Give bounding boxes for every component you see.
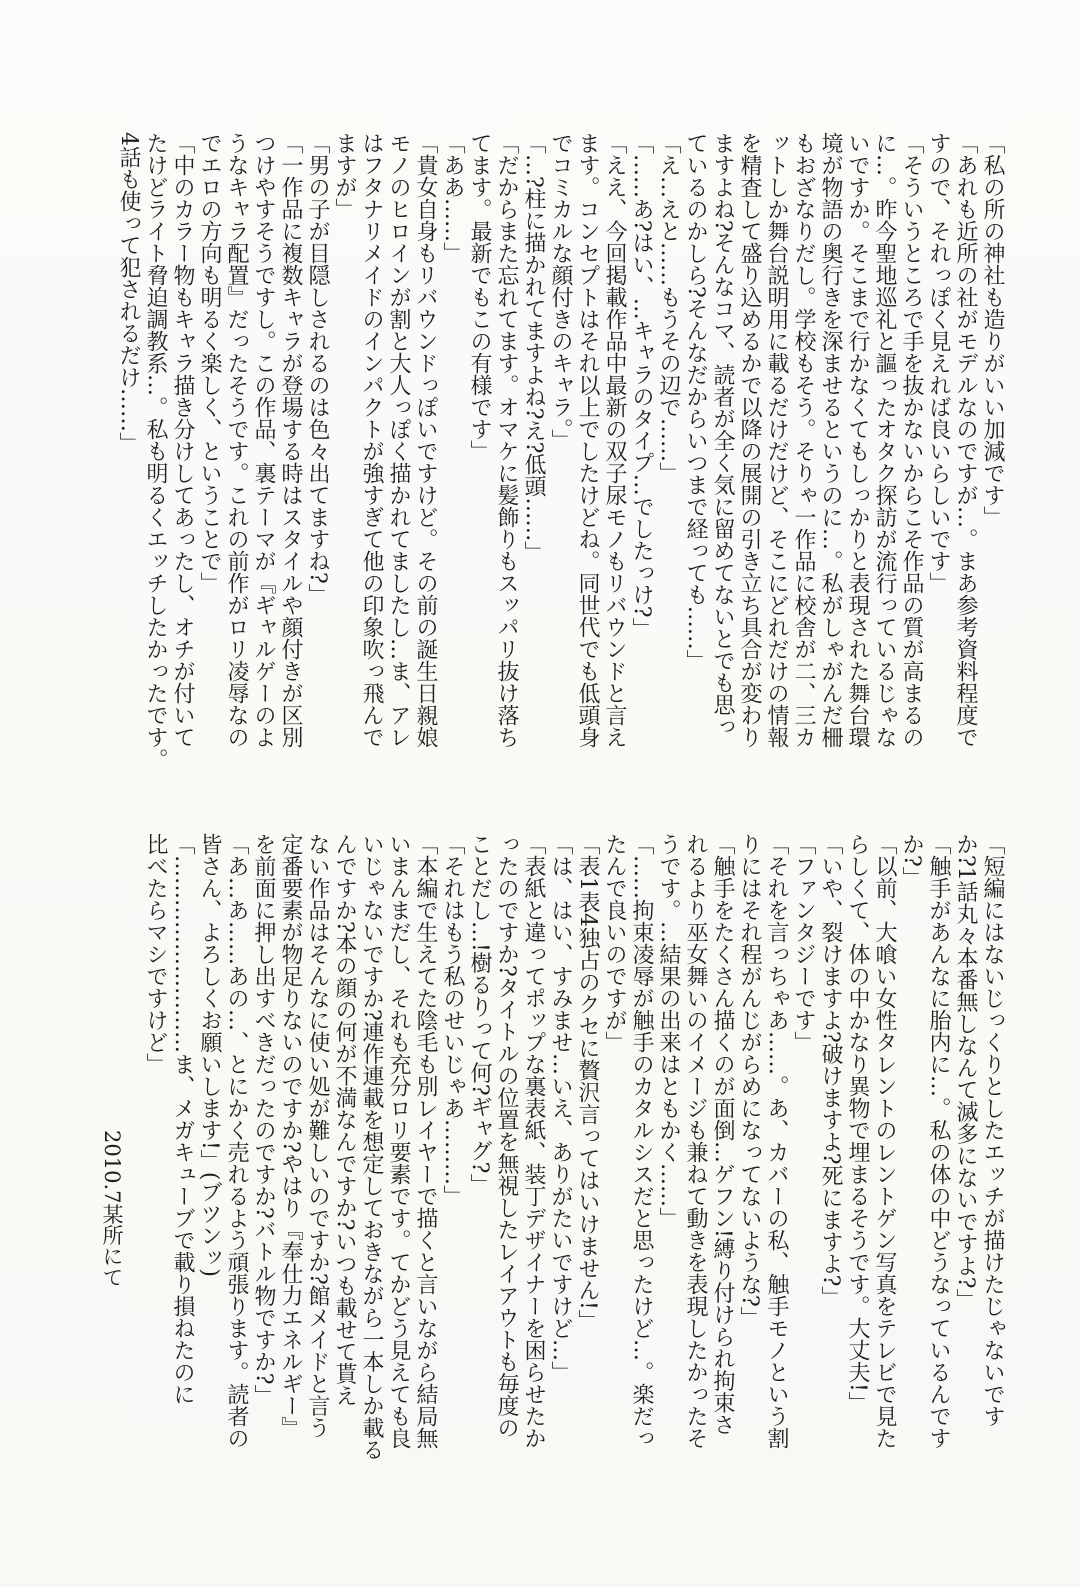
text-column: いですか。そこまで行かなくてもしっかりと表現された舞台環 xyxy=(845,132,870,748)
text-column: 「え…えと……もうその辺で……」 xyxy=(656,132,681,484)
text-column: 「短編にはないじっくりとしたエッチが描けたじゃないです xyxy=(980,833,1005,1427)
text-column: んですか?本の顔の何が不満なんですか?いつも載せて貰え xyxy=(332,833,357,1407)
text-column: モノのヒロインが割と大人っぽく描かれてましたし…ま、アレ xyxy=(386,132,411,748)
text-column: つけやすそうですし。この作品、裏テーマが『ギャルゲーのよ xyxy=(251,132,276,748)
text-column: らしくて、体の中かなり異物で埋まるそうです。大丈夫!」 xyxy=(845,833,870,1414)
text-column: 「あ…あ……あの…、とにかく売れるよう頑張ります。読者の xyxy=(224,833,249,1449)
text-column: いじゃないですか?連作連載を想定しておきながら一本しか載る xyxy=(359,833,384,1461)
text-column: 定番要素が物足りないのですか?やはり『奉仕力エネルギー』 xyxy=(278,833,303,1439)
text-column: 「貴女自身もリバウンドっぽいですけど。その前の誕生日親娘 xyxy=(413,132,438,748)
text-column: 「表1表4独占のクセに贅沢言ってはいけません!」 xyxy=(575,833,600,1332)
text-column: 「あれも近所の社がモデルなのですが…。まあ参考資料程度で xyxy=(953,132,978,748)
text-column: か?」 xyxy=(899,833,924,889)
text-column: ますよね?そんなコマ、読者が全く気に留めてないとでも思っ xyxy=(710,132,735,738)
text-column: ない作品はそんなに使い処が難しいのですか?館メイドと言う xyxy=(305,833,330,1439)
text-column: 「中のカラー物もキャラ描き分けしてあったし、オチが付いて xyxy=(170,132,195,748)
text-column: 「いや、裂けますよ?破けますよ?死にますよ?」 xyxy=(818,833,843,1309)
text-column: 「は、はい、すみませ…いえ、ありがたいですけど…」 xyxy=(548,833,573,1383)
text-column: もおざなりだし。学校もそう。そりゃ一作品に校舎が二、三カ xyxy=(791,132,816,748)
text-column: 「触手があんなに胎内に…。私の体の中どうなっているんです xyxy=(926,833,951,1449)
text-column: 「………………………ま、メガキューブで載り損ねたのに xyxy=(170,833,195,1405)
text-column: 「ああ……」 xyxy=(440,132,465,264)
text-column: 「一作品に複数キャラが登場する時はスタイルや顔付きが区別 xyxy=(278,132,303,748)
text-column: に…。昨今聖地巡礼と謳ったオタク探訪が流行っているじゃな xyxy=(872,132,897,748)
text-column: 4話も使って犯されるだけ……」 xyxy=(116,132,141,454)
text-column: てます。最新でもこの有様です」 xyxy=(467,132,492,462)
text-column: ますが」 xyxy=(332,132,357,220)
text-column: 「ええ、今回掲載作品中最新の双子尿モノもリバウンドと言え xyxy=(602,132,627,748)
text-column: 「表紙と違ってポップな裏表紙、装丁デザイナーを困らせたか xyxy=(521,833,546,1449)
text-column: 「ファンタジーです」 xyxy=(791,833,816,1053)
text-column: 「本編で生えてた陰毛も別レイヤーで描くと言いながら結局無 xyxy=(413,833,438,1449)
text-column: か?1話丸々本番無しなんて滅多にないですよ?」 xyxy=(953,833,978,1311)
text-column: れるより巫女舞いのイメージも兼ねて動きを表現したかったそ xyxy=(683,833,708,1449)
text-column: 「……あ?はい、…キャラのタイプ…でしたっけ?」 xyxy=(629,132,654,640)
text-column: 「……拘束凌辱が触手のカタルシスだと思ったけど…。楽だっ xyxy=(629,833,654,1449)
text-column: 「以前、大喰い女性タレントのレントゲン写真をテレビで見た xyxy=(872,833,897,1449)
text-column: 「私の所の神社も造りがいい加減です」 xyxy=(980,132,1005,528)
text-column: 比べたらマシですけど」 xyxy=(143,833,168,1075)
text-column: たけどライト脅迫調教系…。私も明るくエッチしたかったです。 xyxy=(143,132,168,770)
text-column: ているのかしら?そんなだからいつまで経っても……」 xyxy=(683,132,708,672)
text-column: ことだし…!樹るりって何?ギャグ?」 xyxy=(467,833,492,1196)
text-column: 「男の子が目隠しされるのは色々出てますね?」 xyxy=(305,132,330,606)
text-column: いまんまだし、それも充分ロリ要素です。てかどう見えても良 xyxy=(386,833,411,1449)
text-column: りにはそれ程がんじがらめになってないような?」 xyxy=(737,833,762,1329)
text-column: ます。コンセプトはそれ以上でしたけどね。同世代でも低頭身 xyxy=(575,132,600,748)
text-column: たんで良いのですが」 xyxy=(602,833,627,1053)
text-column: 「だからまた忘れてます。オマケに髪飾りもスッパリ抜け落ち xyxy=(494,132,519,748)
text-column: ットしか舞台説明用に載るだけだけど、そこにどれだけの情報 xyxy=(764,132,789,748)
text-column: すので、それっぽく見えれば良いらしいです」 xyxy=(926,132,951,594)
text-column: 「それはもう私のせいじゃあ………」 xyxy=(440,833,465,1207)
text-column: うなキャラ配置』だったそうです。これの前作がロリ凌辱なの xyxy=(224,132,249,748)
text-column: を精査して盛り込めるかで以降の展開の引き立ち具合が変わり xyxy=(737,132,762,748)
text-column: ったのですか?タイトルの位置を無視したレイアウトも毎度の xyxy=(494,833,519,1439)
dialogue-block-bottom xyxy=(142,833,1006,1465)
text-column: 境が物語の奥行きを深ませるというのに…。私がしゃがんだ柵 xyxy=(818,132,843,748)
text-column: 「それを言っちゃあ……。あ、カバーの私、触手モノという割 xyxy=(764,833,789,1449)
dialogue-block-top xyxy=(115,132,1006,794)
text-column: 「…?柱に描かれてますよね?え?低頭……」 xyxy=(521,132,546,564)
text-column: はフタナリメイドのインパクトが強すぎて他の印象吹っ飛んで xyxy=(359,132,384,748)
text-column: でコミカルな顔付きのキャラ。」 xyxy=(548,132,573,451)
text-column: 「触手をたくさん描くのが面倒…ゲフン!縛り付けられ拘束さ xyxy=(710,833,735,1436)
text-column: 皆さん、よろしくお願いします!」(ブツンッ) xyxy=(197,833,222,1278)
date-note: 2010.7某所にて xyxy=(100,1130,124,1288)
text-column: でエロの方向も明るく楽しく、ということで」 xyxy=(197,132,222,594)
text-column: うです。…結果の出来はともかく……」 xyxy=(656,833,681,1229)
text-column: 「そういうところで手を抜かないからこそ作品の質が高まるの xyxy=(899,132,924,748)
text-column: を前面に押し出すべきだったのですか?バトル物ですか?」 xyxy=(251,833,276,1407)
